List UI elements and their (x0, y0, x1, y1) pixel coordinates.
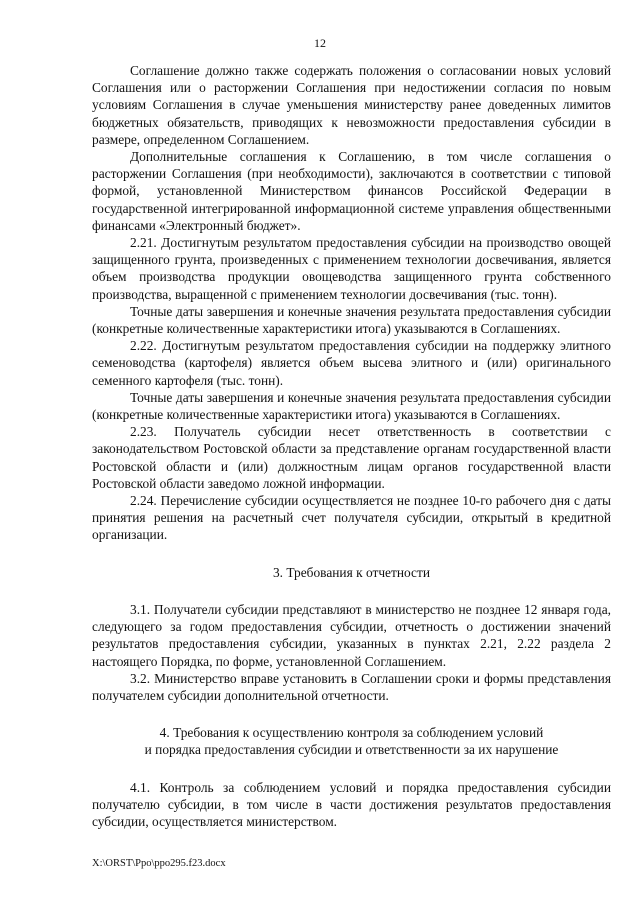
section-4-heading-line-1: 4. Требования к осуществлению контроля за соблюдением условий (159, 725, 544, 741)
document-body (92, 62, 611, 830)
paragraph-2-22: 2.22. Достигнутым результатом предоставления субсидии на поддержку элитного семеноводства (картофеля) является объем высева элитного и (или) оригинального семенного картофеля (тыс. тонн). (92, 338, 611, 388)
paragraph-2-24: 2.24. Перечисление субсидии осуществляется не позднее 10-го рабочего дня с даты принятия решения на расчетный счет получателя субсидии, открытый в кредитной организации. (92, 493, 611, 543)
paragraph-agreement-terms: Соглашение должно также содержать положения о согласовании новых условий Соглашения или о расторжении Соглашения при недостижении согласия по новым условиям Соглашения в случае уменьшения министерству ранее доведенных лимитов бюджетных обязательств, приводящих к невозможности предоставления субсидии в размере, определенном Соглашением. (92, 63, 611, 147)
section-4-heading (92, 724, 611, 758)
section-3-heading: 3. Требования к отчетности (272, 564, 431, 580)
paragraph-4-1: 4.1. Контроль за соблюдением условий и порядка предоставления субсидии получателю субсидии, в том числе в части достижения результатов предоставления субсидии, осуществляется министерством. (92, 779, 611, 829)
paragraph-additional-agreements: Дополнительные соглашения к Соглашению, в том числе соглашения о расторжении Соглашения (при необходимости), заключаются в соответствии с типовой формой, установленной Министерством финансов Российской Федерации в государственной интегрированной информационной системе управления общественными финансами «Электронный бюджет». (92, 149, 611, 233)
section-4-heading-line-2: и порядка предоставления субсидии и ответственности за их нарушение (144, 742, 559, 758)
page-number: 12 (314, 36, 326, 50)
paragraph-2-22-dates: Точные даты завершения и конечные значения результата предоставления субсидии (конкретные количественные характеристики итога) указываются в Соглашениях. (92, 389, 611, 423)
paragraph-2-21: 2.21. Достигнутым результатом предоставления субсидии на производство овощей защищенного грунта, произведенных с применением технологии досвечивания, является объем производства продукции овощеводства защищенного грунта собственного производства, выращенной с применением технологии досвечивания (тыс. тонн). (92, 235, 611, 302)
paragraph-3-2: 3.2. Министерство вправе установить в Соглашении сроки и формы представления получателем субсидии дополнительной отчетности. (92, 670, 611, 703)
footer-file-path: X:\ORST\Ppo\ppo295.f23.docx (92, 858, 226, 869)
paragraph-2-23: 2.23. Получатель субсидии несет ответственность в соответствии с законодательством Ростовской области за представление органам государственной власти Ростовской области и (или) должностным лицам органов государственной власти Ростовской области заведомо ложной информации. (92, 424, 611, 491)
paragraph-3-1: 3.1. Получатели субсидии представляют в министерство не позднее 12 января года, следующего за годом предоставления субсидии, отчетность о достижении значений результатов предоставления субсидии, указанных в пунктах 2.21, 2.22 раздела 2 настоящего Порядка, по форме, установленной Соглашением. (92, 601, 611, 669)
paragraph-2-21-dates: Точные даты завершения и конечные значения результата предоставления субсидии (конкретные количественные характеристики итога) указываются в Соглашениях. (92, 303, 611, 337)
